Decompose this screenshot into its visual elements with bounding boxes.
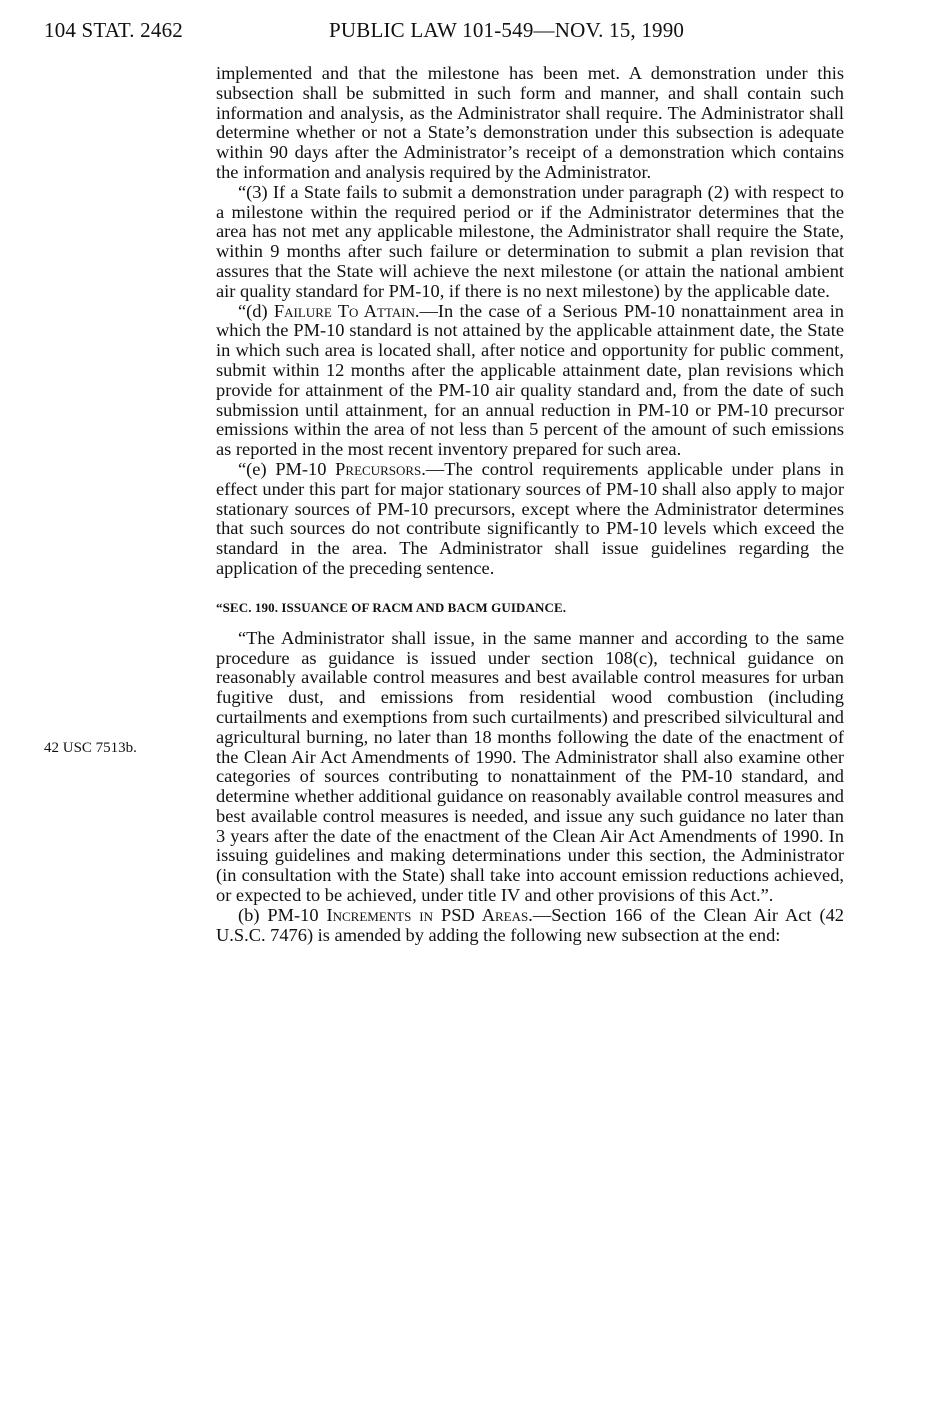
subsection-b-text: —Section 166 of the Clean Air Act (42 U.S.C. 7476) is amended by adding the following new subsection at the end:	[216, 904, 844, 945]
paragraph-continuation: implemented and that the milestone has been met. A demonstration under this subsection shall be submitted in such form and manner, and shall contain such information and analysis, as the Administrator shall require. The Administrator shall determine whether or not a State’s demonstration under this subsection is adequate within 90 days after the Administrator’s receipt of a demonstration which contains the information and analysis required by the Administrator.	[216, 63, 844, 182]
public-law-reference: PUBLIC LAW 101-549—NOV. 15, 1990	[329, 18, 685, 42]
subsection-b-lead: (b) PM-10	[238, 904, 327, 925]
body-text	[216, 64, 844, 945]
subsection-e-lead: “(e) PM-10	[238, 458, 336, 479]
page-header	[44, 18, 904, 48]
subsection-d-text: —In the case of a Serious PM-10 nonattainment area in which the PM-10 standard is not attained by the applicable attainment date, the State in which such area is located shall, after notice and opportunity for public comment, submit within 12 months after the applicable attainment date, plan revisions which provide for attainment of the PM-10 air quality standard and, from the date of such submission until attainment, for an annual reduction in PM-10 or PM-10 precursor emissions within the area of not less than 5 percent of the amount of such emissions as reported in the most recent inventory prepared for such area.	[216, 300, 844, 460]
usc-margin-note: 42 USC 7513b.	[44, 740, 137, 756]
subsection-b-heading: Increments in PSD Areas.	[326, 904, 533, 925]
section-190-heading: “SEC. 190. ISSUANCE OF RACM AND BACM GUIDANCE.	[216, 599, 567, 615]
subsection-e	[216, 460, 844, 579]
subsection-e-text: —The control requirements applicable under plans in effect under this part for major stationary sources of PM-10 shall also apply to major stationary sources of PM-10 precursors, except where the Administrator determines that such sources do not contribute significantly to PM-10 levels which exceed the standard in the area. The Administrator shall issue guidelines regarding the application of the preceding sentence.	[216, 458, 844, 578]
subsection-d-heading: Failure To Attain.	[273, 300, 420, 321]
section-190-text: “The Administrator shall issue, in the same manner and according to the same procedure as guidance is issued under section 108(c), technical guidance on reasonably available control measures and best available control measures for urban fugitive dust, and emissions from residential wood combustion (including curtailments and exemptions from such curtailments) and prescribed silvicultural and agricultural burning, no later than 18 months following the date of the enactment of the Clean Air Act Amendments of 1990. The Administrator shall also examine other categories of sources contributing to nonattainment of the PM-10 standard, and determine whether additional guidance on reasonably available control measures and best available control measures is needed, and issue any such guidance no later than 3 years after the date of the enactment of the Clean Air Act Amendments of 1990. In issuing guidelines and making determinations under this section, the Administrator (in consultation with the State) shall take into account emission reductions achieved, or expected to be achieved, under title IV and other provisions of this Act.”.	[216, 627, 844, 906]
subsection-e-heading: Precursors.	[335, 458, 426, 479]
subsection-d	[216, 302, 844, 460]
subsection-b	[216, 906, 844, 946]
subsection-d-lead: “(d)	[238, 300, 274, 321]
paragraph-3: “(3) If a State fails to submit a demonstration under paragraph (2) with respect to a milestone within the required period or if the Administrator determines that the area has not met any applicable milestone, the Administrator shall require the State, within 9 months after such failure or determination to submit a plan revision that assures that the State will achieve the next milestone (or attain the national ambient air quality standard for PM-10, if there is no next milestone) by the applicable date.	[216, 181, 844, 301]
statute-page-reference: 104 STAT. 2462	[44, 18, 183, 42]
